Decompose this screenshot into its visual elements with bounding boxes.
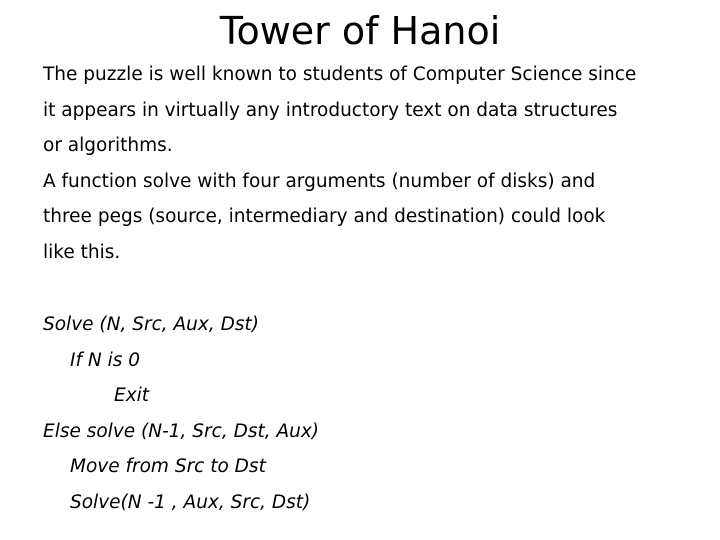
slide-title: Tower of Hanoi	[219, 9, 501, 53]
paragraph-function	[43, 164, 713, 271]
code-line-move: Move from Src to Dst	[70, 456, 266, 477]
paragraph-line: A function solve with four arguments (number of disks) and	[43, 170, 596, 192]
paragraph-line: The puzzle is well known to students of Computer Science since	[43, 64, 637, 85]
code-line-solve: Solve (N, Src, Aux, Dst)	[43, 314, 259, 335]
paragraph-line: like this.	[43, 241, 121, 263]
paragraph-line: three pegs (source, intermediary and destination) could look	[43, 206, 606, 227]
paragraph-line: it appears in virtually any introductory text on data structures	[43, 99, 618, 121]
paragraph-intro	[43, 57, 713, 164]
slide-body	[43, 57, 713, 520]
code-line-exit: Exit	[114, 385, 150, 406]
code-line-else: Else solve (N-1, Src, Dst, Aux)	[43, 420, 320, 442]
paragraph-line: or algorithms.	[43, 135, 173, 156]
code-line-recurse: Solve(N -1 , Aux, Src, Dst)	[70, 491, 311, 513]
code-line-if: If N is 0	[70, 349, 140, 371]
spacer	[43, 270, 713, 307]
pseudocode-block	[43, 307, 713, 520]
